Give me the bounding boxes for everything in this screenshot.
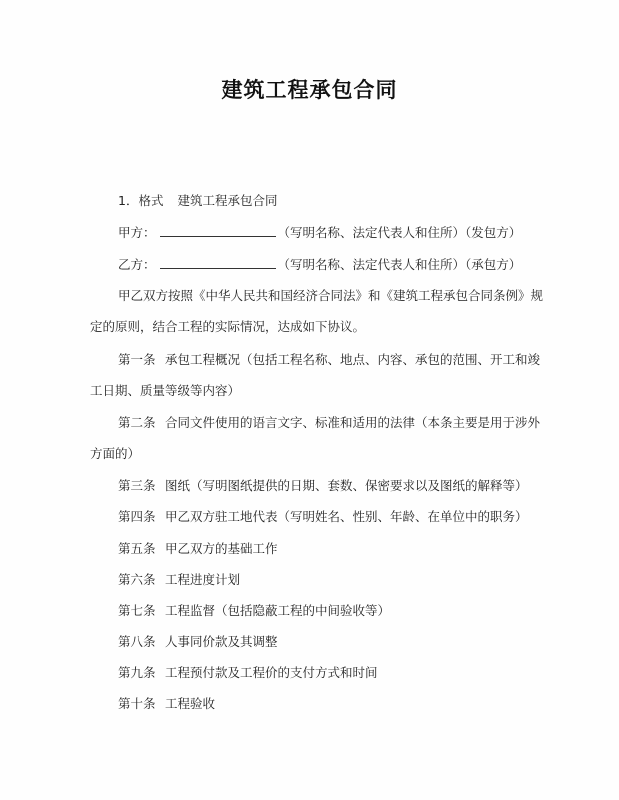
article-6-text: 工程进度计划 xyxy=(165,572,241,587)
party-a-note: （写明名称、法定代表人和住所）（发包方） xyxy=(277,225,522,240)
party-b-note: （写明名称、法定代表人和住所）（承包方） xyxy=(277,257,522,272)
preamble-line-1: 甲乙双方按照《中华人民共和国经济合同法》和《建筑工程承包合同条例》规 xyxy=(118,288,544,303)
article-8-label: 第八条 xyxy=(118,634,156,649)
article-10-label: 第十条 xyxy=(118,696,156,711)
article-2-label: 第二条 xyxy=(118,415,156,430)
document-title: 建筑工程承包合同 xyxy=(221,78,398,102)
party-a-blank xyxy=(160,224,276,237)
article-9 xyxy=(118,665,378,681)
article-3-text: 图纸（写明图纸提供的日期、套数、保密要求以及图纸的解释等） xyxy=(165,478,528,493)
article-10 xyxy=(118,696,215,712)
article-1 xyxy=(118,352,540,368)
article-10-text: 工程验收 xyxy=(165,696,216,711)
article-3 xyxy=(118,478,528,494)
article-2 xyxy=(118,415,540,431)
article-4-text: 甲乙双方驻工地代表（写明姓名、性别、年龄、在单位中的职务） xyxy=(165,509,528,524)
format-text: 建筑工程承包合同 xyxy=(177,193,278,208)
article-8 xyxy=(118,634,278,650)
article-1-continued: 工日期、质量等级等内容） xyxy=(90,383,241,398)
article-6-label: 第六条 xyxy=(118,572,156,587)
format-number: 1．格式 xyxy=(118,193,164,208)
article-4 xyxy=(118,509,528,525)
article-8-text: 人事同价款及其调整 xyxy=(165,634,278,649)
article-9-label: 第九条 xyxy=(118,665,156,680)
article-5-label: 第五条 xyxy=(118,541,156,556)
article-6 xyxy=(118,572,240,588)
format-line xyxy=(118,193,277,209)
article-1-text: 承包工程概况（包括工程名称、地点、内容、承包的范围、开工和竣 xyxy=(165,352,541,367)
article-7-label: 第七条 xyxy=(118,603,156,618)
article-1-label: 第一条 xyxy=(118,352,156,367)
party-a-label: 甲方： xyxy=(118,225,156,240)
article-5 xyxy=(118,541,278,557)
article-2-continued: 方面的） xyxy=(90,446,141,461)
article-2-text: 合同文件使用的语言文字、标准和适用的法律（本条主要是用于涉外 xyxy=(165,415,541,430)
article-4-label: 第四条 xyxy=(118,509,156,524)
party-a-line xyxy=(118,224,521,241)
party-b-blank xyxy=(160,256,276,269)
article-3-label: 第三条 xyxy=(118,478,156,493)
article-5-text: 甲乙双方的基础工作 xyxy=(165,541,278,556)
article-7-text: 工程监督（包括隐蔽工程的中间验收等） xyxy=(165,603,391,618)
preamble-line-2: 定的原则，结合工程的实际情况，达成如下协议。 xyxy=(90,319,366,334)
party-b-line xyxy=(118,256,521,273)
article-9-text: 工程预付款及工程价的支付方式和时间 xyxy=(165,665,378,680)
party-b-label: 乙方： xyxy=(118,257,156,272)
article-7 xyxy=(118,603,390,619)
